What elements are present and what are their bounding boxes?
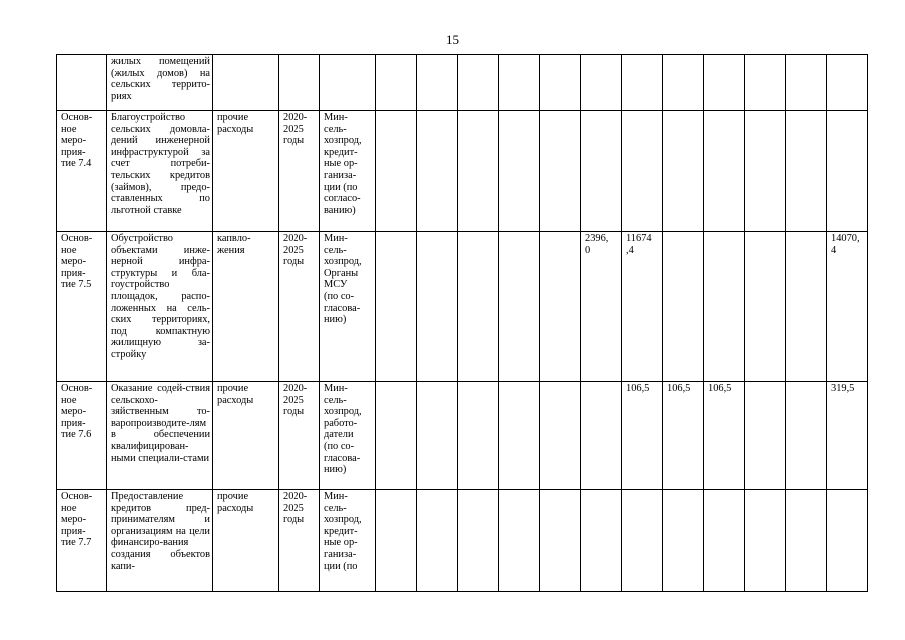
value-cell — [786, 55, 827, 111]
value-cell — [745, 111, 786, 232]
value-cell — [622, 490, 663, 592]
value-cell — [786, 490, 827, 592]
activity-cell: Основ- ное меро- прия- тие 7.4 — [57, 111, 107, 232]
value-cell — [458, 382, 499, 490]
value-cell — [663, 111, 704, 232]
value-cell: 11674 ,4 — [622, 232, 663, 382]
activity-name-cell: Благоустройство сельских домовла-дений инженерной инфраструктурой за счет потреби-тельских кредитов (займов), предо-ставленных по льготной ставке — [107, 111, 213, 232]
value-cell — [786, 382, 827, 490]
value-cell — [458, 111, 499, 232]
expense-type-cell: прочие расходы — [213, 111, 279, 232]
value-cell — [417, 55, 458, 111]
value-cell — [458, 490, 499, 592]
executor-cell: Мин- сель- хозпрод, кредит- ные ор- ганиза- ции (по — [320, 490, 376, 592]
activity-cell: Основ- ное меро- прия- тие 7.6 — [57, 382, 107, 490]
expense-type-cell: прочие расходы — [213, 382, 279, 490]
value-cell — [581, 55, 622, 111]
value-cell — [499, 490, 540, 592]
value-cell — [417, 232, 458, 382]
value-cell — [745, 232, 786, 382]
value-cell — [704, 111, 745, 232]
value-cell — [499, 382, 540, 490]
value-cell — [663, 232, 704, 382]
total-value-cell: 14070, 4 — [827, 232, 868, 382]
activity-name-cell: жилых помещений (жилых домов) на сельских террито-риях — [107, 55, 213, 111]
period-cell — [279, 55, 320, 111]
value-cell — [540, 232, 581, 382]
activity-cell: Основ- ное меро- прия- тие 7.5 — [57, 232, 107, 382]
value-cell — [458, 232, 499, 382]
value-cell — [499, 232, 540, 382]
value-cell — [786, 232, 827, 382]
value-cell — [622, 55, 663, 111]
table-row — [57, 55, 868, 111]
value-cell — [376, 55, 417, 111]
executor-cell: Мин- сель- хозпрод, работо- датели (по со- гласова- нию) — [320, 382, 376, 490]
period-cell: 2020- 2025 годы — [279, 111, 320, 232]
expense-type-cell: прочие расходы — [213, 490, 279, 592]
executor-cell: Мин- сель- хозпрод, кредит- ные ор- ганиза- ции (по согласо- ванию) — [320, 111, 376, 232]
activity-name-cell: Оказание содей-ствия сельскохо-зяйственным то-варопроизводите-лям в обеспечении квалифицирован-ными специали-стами — [107, 382, 213, 490]
value-cell — [581, 382, 622, 490]
value-cell — [663, 55, 704, 111]
expense-type-cell — [213, 55, 279, 111]
executor-cell — [320, 55, 376, 111]
table-row — [57, 232, 868, 382]
activity-name-cell: Предоставление кредитов пред-принимателям и организациям на цели финансиро-вания создания объектов капи- — [107, 490, 213, 592]
period-cell: 2020- 2025 годы — [279, 232, 320, 382]
value-cell — [581, 490, 622, 592]
value-cell — [704, 232, 745, 382]
table-row — [57, 490, 868, 592]
table-body — [57, 55, 868, 592]
value-cell — [417, 490, 458, 592]
value-cell — [786, 111, 827, 232]
value-cell — [745, 382, 786, 490]
activity-name-cell: Обустройство объектами инже-нерной инфра-структуры и бла-гоустройство площадок, распо-ложенных на сель-ских территориях, под компактную жилищную за-стройку — [107, 232, 213, 382]
value-cell — [540, 490, 581, 592]
value-cell — [376, 490, 417, 592]
period-cell: 2020- 2025 годы — [279, 490, 320, 592]
value-cell — [745, 55, 786, 111]
program-activities-table — [56, 54, 868, 592]
activity-cell — [57, 55, 107, 111]
activity-cell: Основ- ное меро- прия- тие 7.7 — [57, 490, 107, 592]
page-number: 15 — [446, 32, 459, 47]
table-row — [57, 382, 868, 490]
value-cell — [499, 111, 540, 232]
total-value-cell — [827, 490, 868, 592]
value-cell: 106,5 — [704, 382, 745, 490]
expense-type-cell: капвло- жения — [213, 232, 279, 382]
value-cell: 2396, 0 — [581, 232, 622, 382]
table-row — [57, 111, 868, 232]
value-cell — [376, 111, 417, 232]
value-cell — [540, 111, 581, 232]
value-cell — [581, 111, 622, 232]
value-cell — [499, 55, 540, 111]
total-value-cell — [827, 111, 868, 232]
value-cell — [745, 490, 786, 592]
value-cell — [622, 111, 663, 232]
value-cell — [376, 382, 417, 490]
total-value-cell: 319,5 — [827, 382, 868, 490]
value-cell: 106,5 — [622, 382, 663, 490]
value-cell — [704, 55, 745, 111]
period-cell: 2020- 2025 годы — [279, 382, 320, 490]
value-cell — [540, 382, 581, 490]
value-cell — [458, 55, 499, 111]
value-cell — [663, 490, 704, 592]
total-value-cell — [827, 55, 868, 111]
value-cell — [540, 55, 581, 111]
value-cell — [417, 382, 458, 490]
value-cell: 106,5 — [663, 382, 704, 490]
value-cell — [376, 232, 417, 382]
value-cell — [704, 490, 745, 592]
value-cell — [417, 111, 458, 232]
executor-cell: Мин- сель- хозпрод, Органы МСУ (по со- гласова- нию) — [320, 232, 376, 382]
